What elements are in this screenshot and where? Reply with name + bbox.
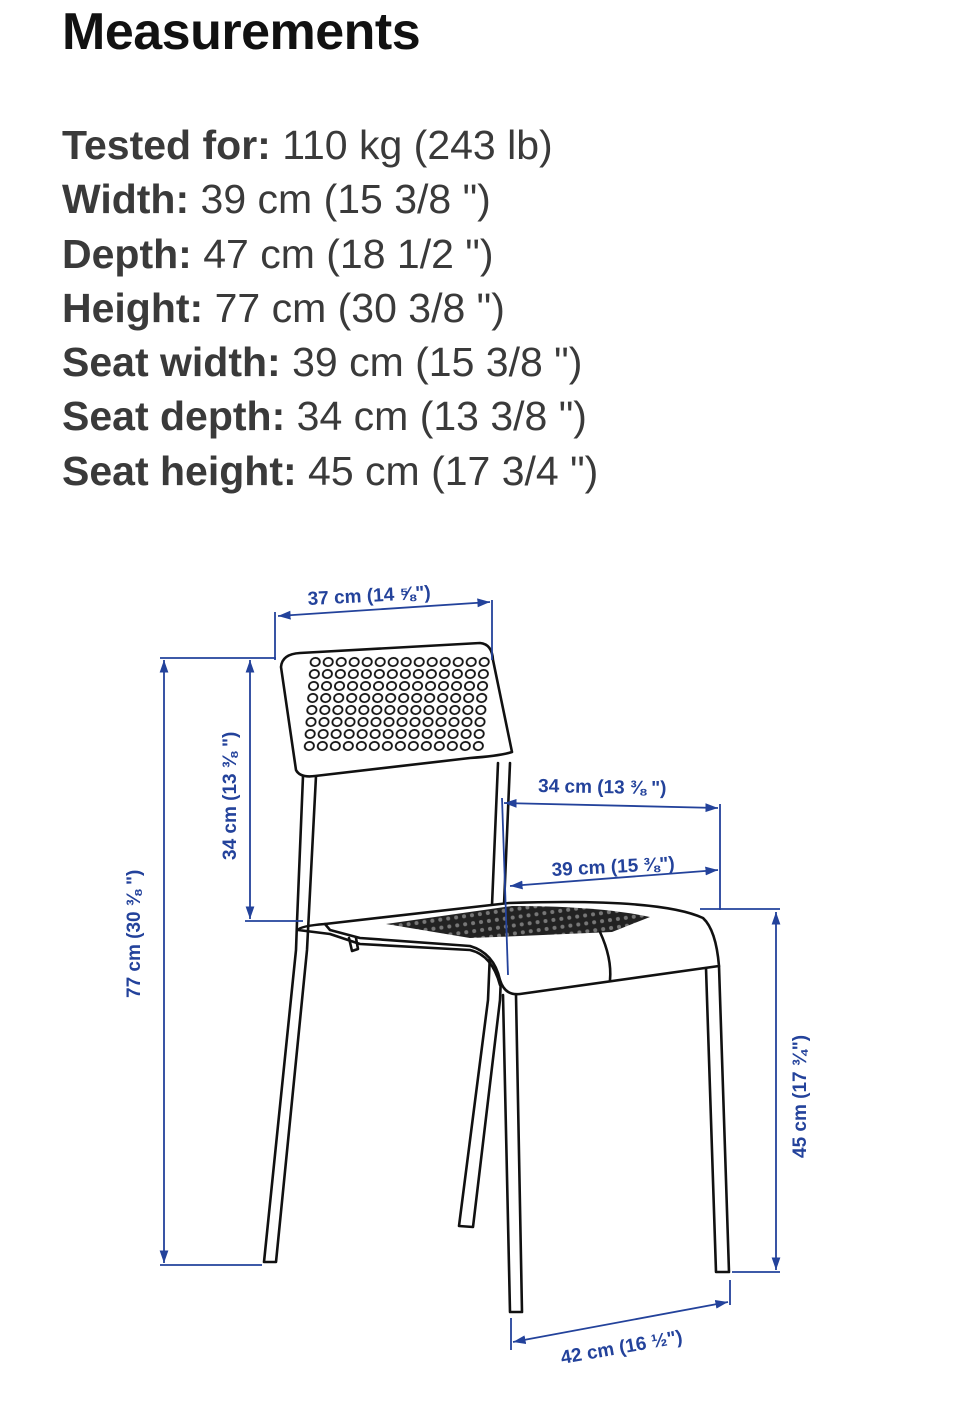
spec-depth	[62, 227, 598, 281]
spec-seat-depth	[62, 389, 598, 443]
spec-value: 47 cm (18 1/2 ")	[203, 230, 494, 277]
dim-seat-width-label: 39 cm (15 ⅜")	[551, 853, 676, 881]
spec-seat-height	[62, 444, 598, 498]
spec-label: Seat height:	[62, 447, 297, 494]
chair-illustration	[264, 643, 729, 1312]
dim-backrest-height-label: 34 cm (13 ⅜ ")	[220, 731, 241, 860]
chair-dimension-diagram	[0, 560, 960, 1426]
spec-value: 39 cm (15 3/8 ")	[292, 339, 583, 386]
dim-seat-height-label: 45 cm (17 ¾")	[790, 1034, 811, 1158]
dim-base-depth-label: 42 cm (16 ½")	[559, 1326, 685, 1369]
spec-tested-for	[62, 118, 598, 172]
backrest-holes	[302, 656, 491, 752]
spec-width	[62, 172, 598, 226]
dim-base-depth-line	[513, 1302, 728, 1342]
front-left-leg	[503, 995, 522, 1312]
measurements-list	[62, 118, 598, 498]
spec-value: 34 cm (13 3/8 ")	[296, 393, 587, 440]
rear-left-leg	[264, 776, 316, 1262]
page-title: Measurements	[62, 3, 421, 61]
seat-tab	[349, 938, 358, 951]
spec-label: Height:	[62, 284, 204, 331]
spec-label: Tested for:	[62, 122, 271, 168]
front-right-leg	[706, 966, 729, 1272]
spec-value: 39 cm (15 3/8 ")	[200, 176, 491, 223]
spec-value: 45 cm (17 3/4 ")	[308, 447, 599, 494]
spec-label: Depth:	[62, 230, 192, 277]
spec-value: 110 kg (243 lb)	[282, 122, 553, 168]
spec-label: Width:	[62, 176, 190, 223]
dim-total-height-label: 77 cm (30 ⅜ ")	[124, 869, 145, 998]
dim-seat-depth-line	[504, 803, 718, 808]
spec-label: Seat depth:	[62, 393, 286, 440]
dim-seat-depth-label: 34 cm (13 ⅜ ")	[537, 776, 667, 800]
spec-height	[62, 281, 598, 335]
dim-backrest-width-label: 37 cm (14 ⅝")	[307, 582, 432, 610]
spec-seat-width	[62, 335, 598, 389]
spec-label: Seat width:	[62, 339, 281, 386]
spec-value: 77 cm (30 3/8 ")	[214, 284, 505, 331]
